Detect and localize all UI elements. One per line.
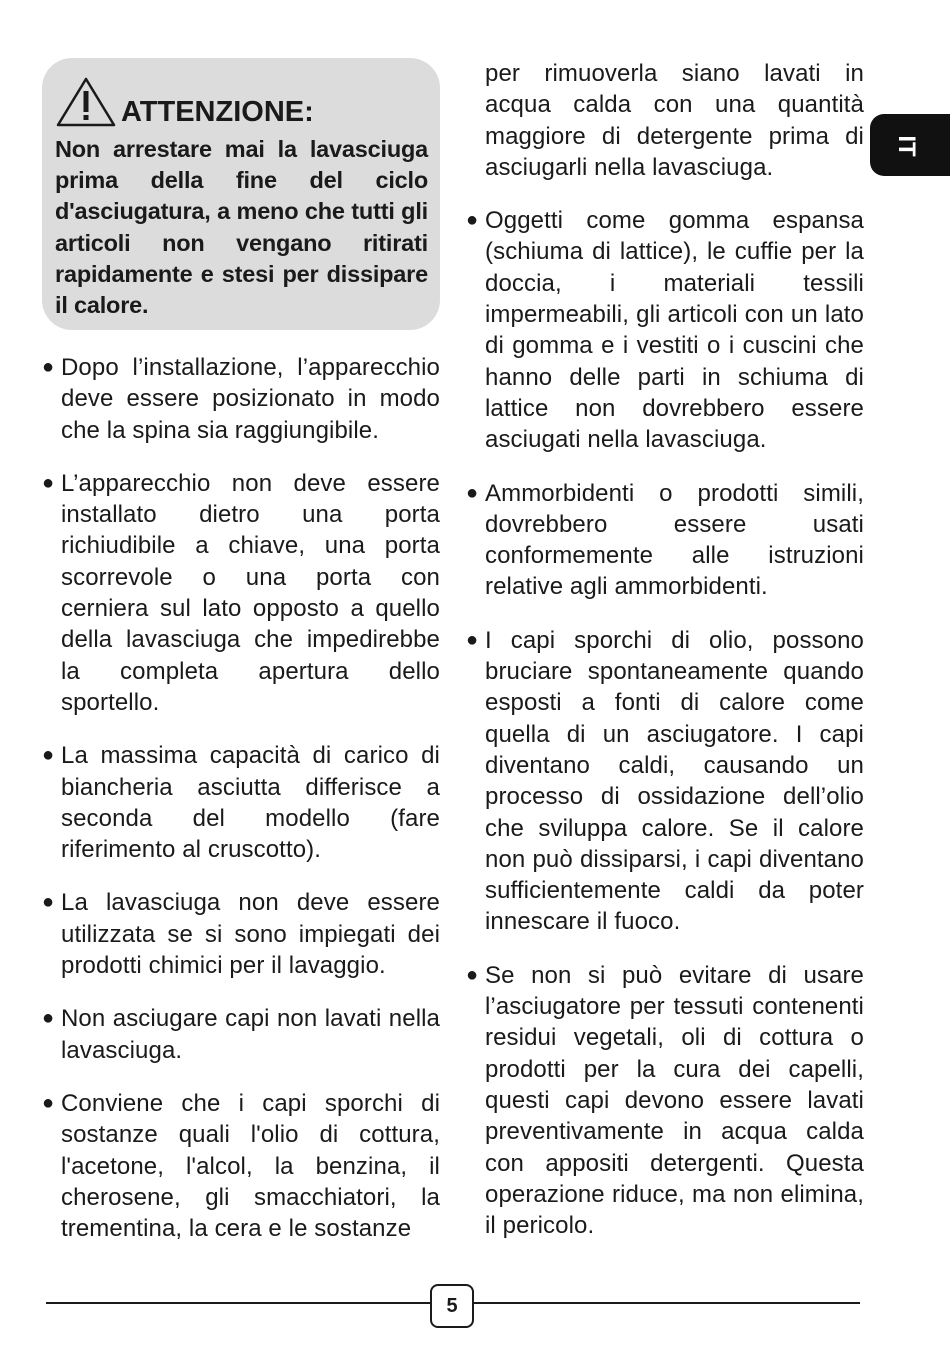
language-tab-label: IT [893, 135, 920, 157]
list-item-text: La lavasciuga non deve essere utilizzata se si sono impiegati dei prodotti chimici per il lavaggio. [61, 889, 440, 980]
list-item-text: I capi sporchi di olio, possono bruciare spontaneamente quando esposti a fonti di calore come quella di un asciugatore. I capi diventano caldi, causando un processo di ossidazione dell’olio che sviluppa calore. Se il calore non può dissiparsi, i capi diventano sufficientemente caldi da poter innescare il fuoco. [485, 626, 864, 936]
list-item [42, 1088, 440, 1244]
list-item [42, 1003, 440, 1066]
list-item [42, 740, 440, 865]
list-item-text: Non asciugare capi non lavati nella lavasciuga. [61, 1005, 440, 1064]
list-item [466, 478, 864, 603]
warning-title: ATTENZIONE: [121, 96, 314, 128]
list-item [466, 625, 864, 938]
list-item-text: Conviene che i capi sporchi di sostanze quali l'olio di cottura, l'acetone, l'alcol, la benzina, il cherosene, gli smacchiatori, la trementina, la cera e le sostanze [61, 1089, 440, 1243]
bullet-icon: ● [42, 356, 55, 378]
list-item [42, 887, 440, 981]
list-item [42, 468, 440, 718]
list-item-text: Ammorbidenti o prodotti simili, dovrebbero essere usati conformemente alle istruzioni relative agli ammorbidenti. [485, 479, 864, 601]
list-item [466, 205, 864, 455]
list-item [42, 352, 440, 446]
bullet-icon: ● [466, 963, 479, 986]
bullet-icon: ● [466, 628, 479, 651]
continued-text: per rimuoverla siano lavati in acqua calda con una quantità maggiore di detergente prima di asciugarli nella lavasciuga. [485, 60, 864, 181]
list-item-text: Se non si può evitare di usare l’asciugatore per tessuti contenenti residui vegetali, oli di cottura o prodotti per la cura dei capelli, questi capi devono essere lavati preventivamente in acqua calda con appositi detergenti. Questa operazione riduce, ma non elimina, il pericolo. [485, 961, 864, 1240]
bullet-icon: ● [42, 1091, 55, 1114]
warning-text: Non arrestare mai la lavasciuga prima della fine del ciclo d'asciugatura, a meno che tutti gli articoli non vengano ritirati rapidamente e stesi per dissipare il calore. [55, 136, 428, 319]
list-item-text: L’apparecchio non deve essere installato dietro una porta richiudibile a chiave, una porta scorrevole o una porta con cerniera sul lato opposto a quello della lavasciuga che impedirebbe la completa apertura dello sportello. [61, 469, 440, 716]
bullet-icon: ● [42, 891, 55, 914]
warning-box [42, 58, 440, 330]
page-number: 5 [430, 1284, 474, 1328]
language-tab [870, 114, 950, 176]
left-column [42, 352, 440, 1266]
bullet-icon: ● [466, 481, 479, 504]
footer-divider-left [46, 1302, 430, 1304]
bullet-icon: ● [42, 471, 55, 494]
warning-header [55, 72, 428, 128]
right-column [466, 58, 864, 1263]
list-item [466, 960, 864, 1242]
bullet-icon: ● [42, 1007, 55, 1030]
bullet-icon: ● [466, 209, 479, 232]
list-item-text: La massima capacità di carico di biancheria asciutta differisce a seconda del modello (fare riferimento al cruscotto). [61, 742, 440, 864]
bullet-icon: ● [42, 744, 55, 767]
list-item-text: Dopo l’installazione, l’apparecchio deve essere posizionato in modo che la spina sia raggiungibile. [61, 354, 440, 444]
warning-triangle-icon [55, 76, 117, 128]
footer-divider-right [474, 1302, 860, 1304]
list-item-text: Oggetti come gomma espansa (schiuma di lattice), le cuffie per la doccia, i materiali tessili impermeabili, gli articoli con un lato di gomma e i vestiti o i cuscini che hanno delle parti in schiuma di lattice non dovrebbero essere asciugati nella lavasciuga. [485, 207, 864, 454]
